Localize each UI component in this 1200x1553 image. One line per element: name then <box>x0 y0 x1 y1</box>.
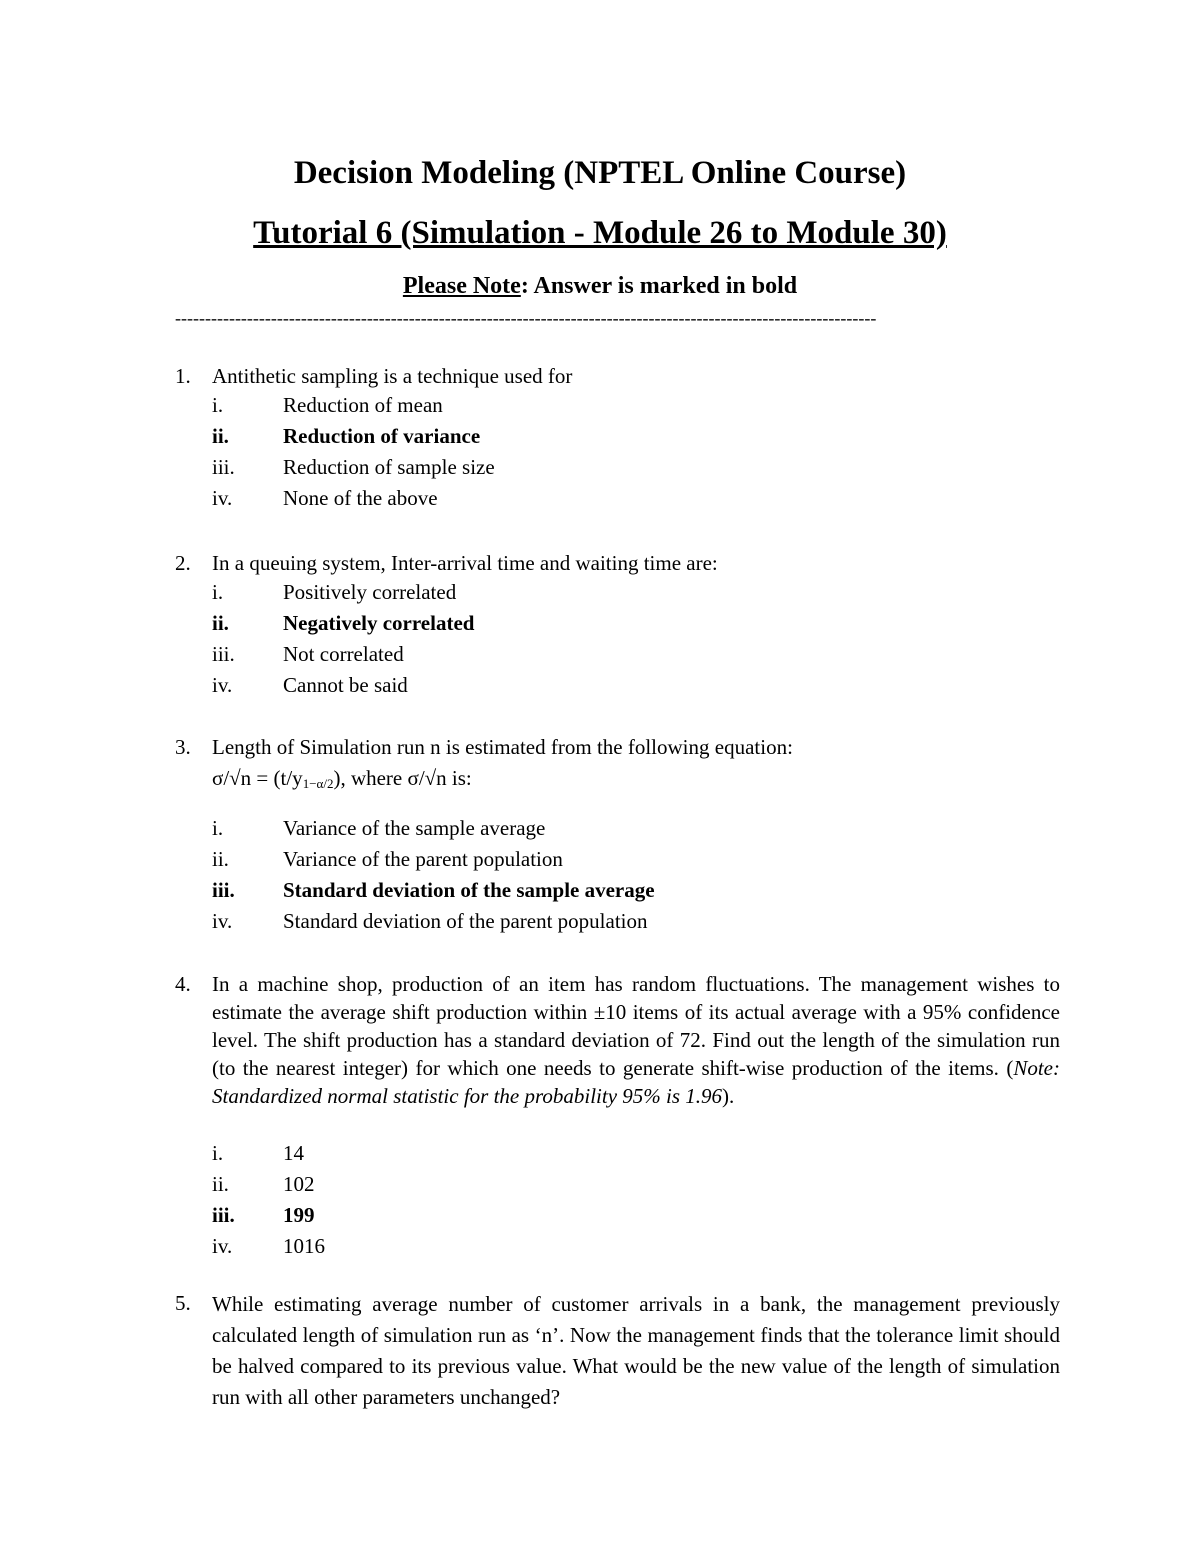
option-number: iii. <box>212 1203 235 1227</box>
question-number: 1. <box>175 364 191 388</box>
question-text: Length of Simulation run n is estimated from the following equation: <box>212 735 793 759</box>
option-item-answer <box>212 875 1060 906</box>
option-text: Variance of the sample average <box>283 816 546 840</box>
option-number: iii. <box>212 455 235 479</box>
option-number: i. <box>212 580 224 604</box>
option-number: i. <box>212 816 224 840</box>
option-text: Positively correlated <box>283 580 457 604</box>
option-number: iv. <box>212 909 233 933</box>
option-item <box>212 813 1060 844</box>
option-item-answer <box>212 1200 1060 1231</box>
option-item <box>212 577 1060 608</box>
option-item <box>212 906 1060 937</box>
option-item <box>212 639 1060 670</box>
option-number: iv. <box>212 1234 233 1258</box>
option-text: 199 <box>283 1203 315 1227</box>
question-italic-note: Note: Standardized normal statistic for the probability 95% is 1.96 <box>212 1056 1060 1108</box>
option-text: None of the above <box>283 486 438 510</box>
option-text: Standard deviation of the sample average <box>283 878 655 902</box>
question-text: In a queuing system, Inter-arrival time and waiting time are: <box>212 551 718 575</box>
question-number: 4. <box>175 972 191 996</box>
question-text <box>212 970 1060 1110</box>
simulation-length-formula <box>212 764 1060 798</box>
option-text: Cannot be said <box>283 673 408 697</box>
option-text: Reduction of sample size <box>283 455 495 479</box>
question-4 <box>175 970 1060 1262</box>
option-number: iv. <box>212 673 233 697</box>
option-text: 14 <box>283 1141 304 1165</box>
question-body: In a machine shop, production of an item has random fluctuations. The management wishes to estimate the average shift production within ±10 items of its actual average with a 95% confidence level. The shift production has a standard deviation of 72. Find out the length of the simulation run (to the nearest integer) for which one needs to generate shift-wise production of the items. ( <box>212 972 1060 1080</box>
formula-main: σ/√n = (t/y <box>212 766 303 790</box>
question-3 <box>175 733 1060 937</box>
question-2 <box>175 549 1060 701</box>
option-text: 1016 <box>283 1234 325 1258</box>
option-number: iv. <box>212 486 233 510</box>
options-list <box>212 577 1060 701</box>
option-item <box>212 670 1060 701</box>
option-item <box>212 844 1060 875</box>
option-text: Reduction of variance <box>283 424 481 448</box>
options-list <box>212 813 1060 937</box>
note-text: : Answer is marked in bold <box>520 273 798 299</box>
option-item <box>212 1138 1060 1169</box>
dashed-divider: --------------------------------------------------------------------------------------------------------------------- <box>175 308 877 328</box>
options-list <box>212 390 1060 514</box>
question-5 <box>175 1289 1060 1413</box>
option-item <box>212 1231 1060 1262</box>
option-number: ii. <box>212 847 229 871</box>
question-number: 3. <box>175 735 191 759</box>
option-text: Negatively correlated <box>283 611 475 635</box>
question-1 <box>175 362 1060 514</box>
option-number: i. <box>212 1141 224 1165</box>
question-number: 5. <box>175 1291 191 1315</box>
option-number: ii. <box>212 1172 229 1196</box>
option-item-answer <box>212 421 1060 452</box>
option-number: iii. <box>212 878 235 902</box>
option-text: Standard deviation of the parent population <box>283 909 648 933</box>
option-number: ii. <box>212 611 229 635</box>
formula-tail: ), where σ/√n is: <box>333 766 472 790</box>
note-label: Please Note <box>402 273 521 299</box>
option-text: 102 <box>283 1172 315 1196</box>
question-tail: ). <box>722 1084 735 1108</box>
formula-subscript: 1−α/2 <box>302 776 334 791</box>
option-number: i. <box>212 393 224 417</box>
options-list <box>212 1138 1060 1262</box>
option-number: ii. <box>212 424 229 448</box>
question-text: Antithetic sampling is a technique used for <box>212 364 573 388</box>
option-text: Not correlated <box>283 642 404 666</box>
option-item-answer <box>212 608 1060 639</box>
option-item <box>212 452 1060 483</box>
option-item <box>212 483 1060 514</box>
question-number: 2. <box>175 551 191 575</box>
option-item <box>212 390 1060 421</box>
option-item <box>212 1169 1060 1200</box>
option-number: iii. <box>212 642 235 666</box>
option-text: Variance of the parent population <box>283 847 563 871</box>
option-text: Reduction of mean <box>283 393 443 417</box>
question-text: While estimating average number of customer arrivals in a bank, the management previously calculated length of simulation run as ‘n’. Now the management finds that the tolerance limit should be halved compared to its previous value. What would be the new value of the length of simulation run with all other parameters unchanged? <box>212 1292 1060 1409</box>
tutorial-subtitle: Tutorial 6 (Simulation - Module 26 to Module 30) <box>253 215 947 251</box>
answer-note <box>0 271 1200 301</box>
document-title: Decision Modeling (NPTEL Online Course) <box>293 155 907 191</box>
